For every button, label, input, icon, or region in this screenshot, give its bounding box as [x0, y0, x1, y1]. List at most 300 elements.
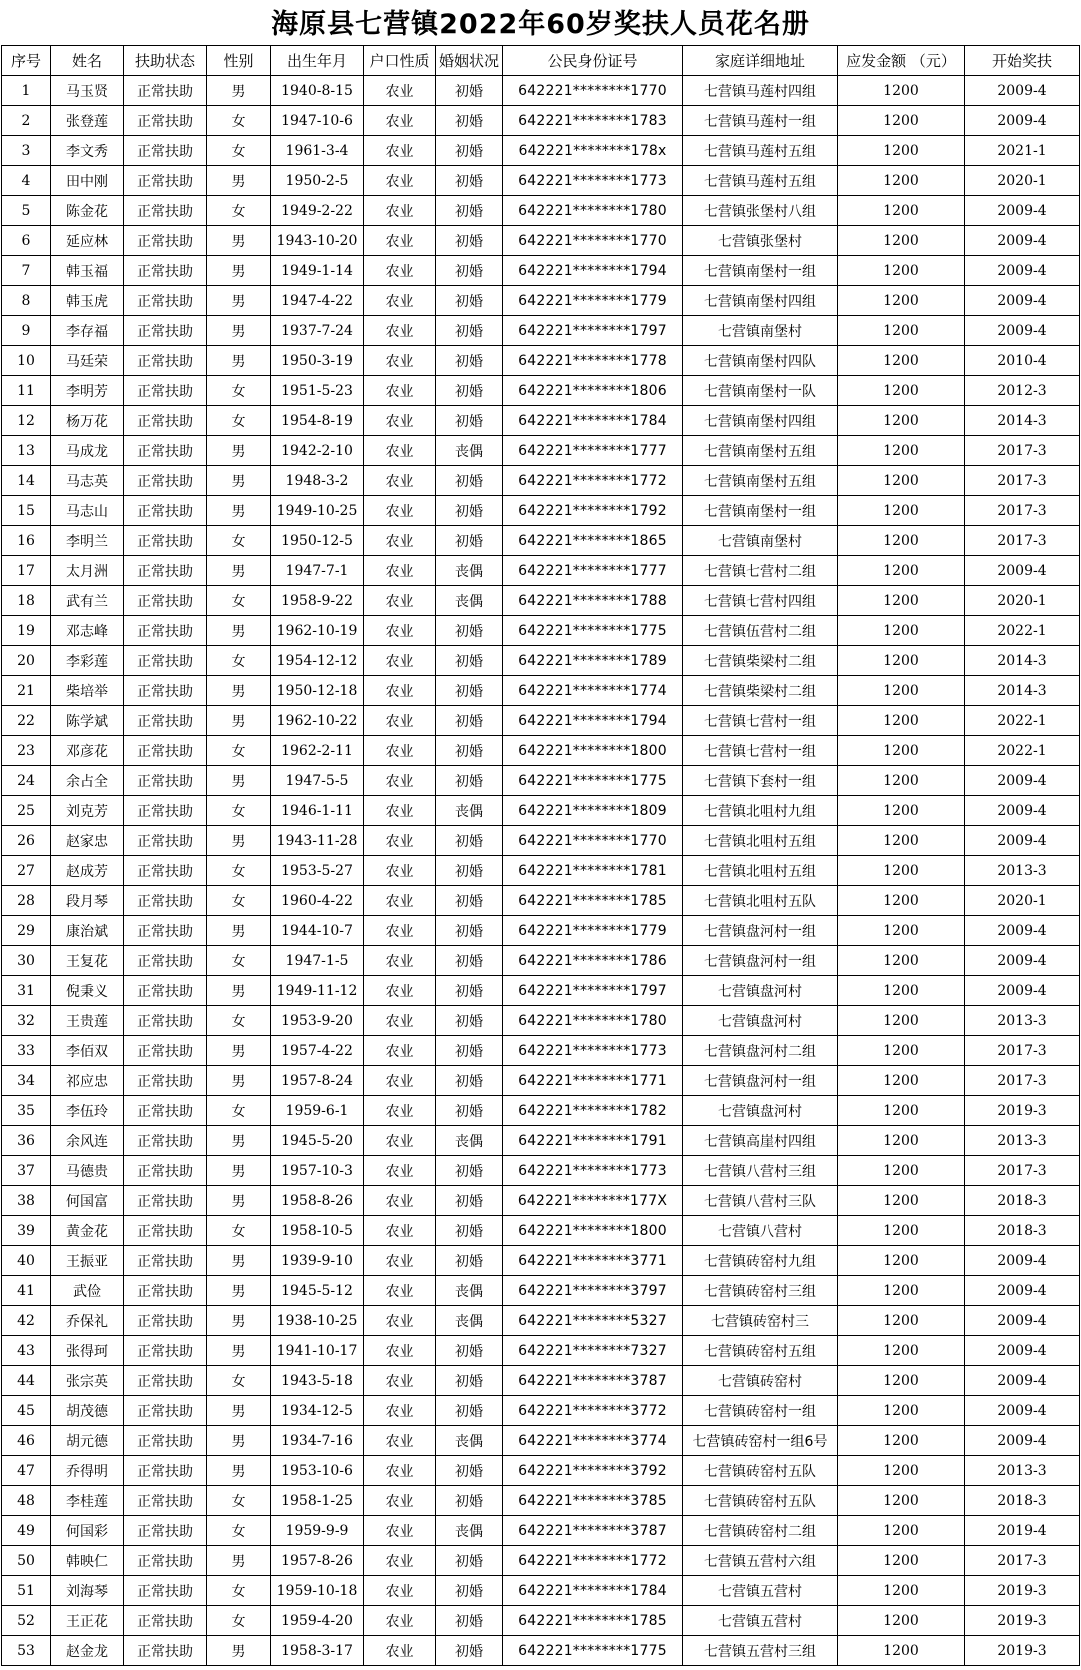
cell-status: 正常扶助: [124, 1606, 207, 1636]
cell-birth: 1947-1-5: [271, 946, 364, 976]
cell-status: 正常扶助: [124, 1126, 207, 1156]
cell-status: 正常扶助: [124, 196, 207, 226]
cell-start: 2014-3: [965, 646, 1080, 676]
cell-start: 2019-3: [965, 1096, 1080, 1126]
cell-hukou: 农业: [364, 1276, 436, 1306]
cell-id: 642221********1783: [503, 106, 683, 136]
table-row: [2, 586, 1080, 616]
cell-amount: 1200: [838, 946, 965, 976]
cell-hukou: 农业: [364, 1366, 436, 1396]
header-no: 序号: [2, 46, 51, 76]
cell-marriage: 初婚: [436, 316, 503, 346]
cell-marriage: 初婚: [436, 1336, 503, 1366]
cell-marriage: 初婚: [436, 1366, 503, 1396]
cell-hukou: 农业: [364, 76, 436, 106]
cell-marriage: 初婚: [436, 346, 503, 376]
cell-hukou: 农业: [364, 946, 436, 976]
cell-marriage: 初婚: [436, 1186, 503, 1216]
cell-name: 李明芳: [51, 376, 124, 406]
cell-hukou: 农业: [364, 526, 436, 556]
cell-start: 2020-1: [965, 886, 1080, 916]
cell-id: 642221********1797: [503, 316, 683, 346]
cell-gender: 女: [207, 1486, 271, 1516]
cell-amount: 1200: [838, 1486, 965, 1516]
cell-start: 2009-4: [965, 316, 1080, 346]
cell-no: 24: [2, 766, 51, 796]
cell-start: 2013-3: [965, 1456, 1080, 1486]
cell-no: 41: [2, 1276, 51, 1306]
cell-name: 马德贵: [51, 1156, 124, 1186]
cell-gender: 男: [207, 1636, 271, 1666]
cell-id: 642221********1800: [503, 1216, 683, 1246]
cell-amount: 1200: [838, 346, 965, 376]
cell-id: 642221********1771: [503, 1066, 683, 1096]
cell-id: 642221********1781: [503, 856, 683, 886]
cell-address: 七营镇盘河村: [683, 976, 838, 1006]
cell-id: 642221********3771: [503, 1246, 683, 1276]
cell-hukou: 农业: [364, 256, 436, 286]
cell-amount: 1200: [838, 1156, 965, 1186]
roster-body: [2, 76, 1080, 1666]
cell-id: 642221********1777: [503, 436, 683, 466]
cell-gender: 女: [207, 1606, 271, 1636]
cell-marriage: 初婚: [436, 1546, 503, 1576]
cell-birth: 1957-10-3: [271, 1156, 364, 1186]
cell-status: 正常扶助: [124, 976, 207, 1006]
cell-birth: 1937-7-24: [271, 316, 364, 346]
cell-amount: 1200: [838, 1606, 965, 1636]
cell-hukou: 农业: [364, 856, 436, 886]
table-row: [2, 1036, 1080, 1066]
cell-status: 正常扶助: [124, 1156, 207, 1186]
cell-no: 18: [2, 586, 51, 616]
cell-gender: 女: [207, 856, 271, 886]
cell-name: 张得珂: [51, 1336, 124, 1366]
cell-start: 2022-1: [965, 736, 1080, 766]
cell-amount: 1200: [838, 1096, 965, 1126]
cell-amount: 1200: [838, 1396, 965, 1426]
cell-no: 14: [2, 466, 51, 496]
cell-address: 七营镇南堡村四组: [683, 286, 838, 316]
cell-birth: 1950-3-19: [271, 346, 364, 376]
cell-hukou: 农业: [364, 976, 436, 1006]
cell-start: 2019-3: [965, 1636, 1080, 1666]
cell-name: 马志山: [51, 496, 124, 526]
cell-marriage: 初婚: [436, 166, 503, 196]
cell-name: 胡茂德: [51, 1396, 124, 1426]
cell-start: 2009-4: [965, 826, 1080, 856]
cell-marriage: 丧偶: [436, 1126, 503, 1156]
cell-address: 七营镇砖窑村一组6号: [683, 1426, 838, 1456]
cell-marriage: 初婚: [436, 1096, 503, 1126]
cell-id: 642221********1780: [503, 196, 683, 226]
cell-no: 37: [2, 1156, 51, 1186]
cell-id: 642221********1775: [503, 766, 683, 796]
cell-address: 七营镇南堡村一组: [683, 256, 838, 286]
cell-gender: 男: [207, 256, 271, 286]
cell-gender: 男: [207, 766, 271, 796]
cell-start: 2009-4: [965, 286, 1080, 316]
cell-name: 陈金花: [51, 196, 124, 226]
cell-start: 2013-3: [965, 1006, 1080, 1036]
cell-start: 2017-3: [965, 1066, 1080, 1096]
cell-address: 七营镇砖窑村五队: [683, 1486, 838, 1516]
cell-no: 19: [2, 616, 51, 646]
cell-start: 2013-3: [965, 856, 1080, 886]
cell-gender: 男: [207, 466, 271, 496]
cell-no: 20: [2, 646, 51, 676]
cell-birth: 1947-7-1: [271, 556, 364, 586]
cell-marriage: 初婚: [436, 106, 503, 136]
cell-no: 45: [2, 1396, 51, 1426]
cell-birth: 1957-8-26: [271, 1546, 364, 1576]
table-row: [2, 856, 1080, 886]
cell-gender: 男: [207, 676, 271, 706]
cell-name: 马廷荣: [51, 346, 124, 376]
cell-gender: 男: [207, 1306, 271, 1336]
cell-start: 2018-3: [965, 1216, 1080, 1246]
cell-name: 王贵莲: [51, 1006, 124, 1036]
cell-name: 李佰双: [51, 1036, 124, 1066]
cell-start: 2022-1: [965, 706, 1080, 736]
cell-status: 正常扶助: [124, 136, 207, 166]
cell-start: 2017-3: [965, 496, 1080, 526]
cell-hukou: 农业: [364, 1186, 436, 1216]
cell-address: 七营镇南堡村一队: [683, 376, 838, 406]
cell-address: 七营镇五营村: [683, 1606, 838, 1636]
cell-amount: 1200: [838, 826, 965, 856]
cell-address: 七营镇八营村三组: [683, 1156, 838, 1186]
cell-amount: 1200: [838, 406, 965, 436]
cell-marriage: 初婚: [436, 1456, 503, 1486]
cell-start: 2009-4: [965, 106, 1080, 136]
cell-start: 2009-4: [965, 976, 1080, 1006]
cell-amount: 1200: [838, 496, 965, 526]
cell-name: 乔得明: [51, 1456, 124, 1486]
cell-amount: 1200: [838, 1186, 965, 1216]
cell-status: 正常扶助: [124, 1516, 207, 1546]
table-row: [2, 196, 1080, 226]
cell-amount: 1200: [838, 796, 965, 826]
cell-name: 刘克芳: [51, 796, 124, 826]
cell-address: 七营镇盘河村二组: [683, 1036, 838, 1066]
cell-no: 34: [2, 1066, 51, 1096]
cell-marriage: 初婚: [436, 1246, 503, 1276]
cell-name: 李伍玲: [51, 1096, 124, 1126]
header-row: [2, 46, 1080, 76]
header-name: 姓名: [51, 46, 124, 76]
header-birth: 出生年月: [271, 46, 364, 76]
cell-address: 七营镇七营村一组: [683, 706, 838, 736]
cell-hukou: 农业: [364, 586, 436, 616]
cell-start: 2009-4: [965, 946, 1080, 976]
header-marriage: 婚姻状况: [436, 46, 503, 76]
cell-no: 1: [2, 76, 51, 106]
cell-no: 30: [2, 946, 51, 976]
cell-gender: 女: [207, 886, 271, 916]
cell-amount: 1200: [838, 196, 965, 226]
cell-gender: 女: [207, 796, 271, 826]
cell-start: 2014-3: [965, 676, 1080, 706]
cell-hukou: 农业: [364, 196, 436, 226]
cell-gender: 男: [207, 1036, 271, 1066]
cell-status: 正常扶助: [124, 1276, 207, 1306]
cell-marriage: 初婚: [436, 1606, 503, 1636]
table-row: [2, 466, 1080, 496]
table-row: [2, 526, 1080, 556]
cell-marriage: 初婚: [436, 976, 503, 1006]
cell-no: 31: [2, 976, 51, 1006]
cell-birth: 1947-10-6: [271, 106, 364, 136]
cell-birth: 1943-10-20: [271, 226, 364, 256]
cell-birth: 1954-12-12: [271, 646, 364, 676]
cell-id: 642221********1809: [503, 796, 683, 826]
cell-birth: 1959-6-1: [271, 1096, 364, 1126]
cell-id: 642221********1770: [503, 226, 683, 256]
cell-gender: 女: [207, 586, 271, 616]
cell-address: 七营镇砖窑村一组: [683, 1396, 838, 1426]
cell-amount: 1200: [838, 766, 965, 796]
cell-amount: 1200: [838, 586, 965, 616]
cell-gender: 男: [207, 286, 271, 316]
cell-birth: 1941-10-17: [271, 1336, 364, 1366]
cell-hukou: 农业: [364, 286, 436, 316]
table-row: [2, 226, 1080, 256]
cell-hukou: 农业: [364, 1246, 436, 1276]
cell-address: 七营镇南堡村: [683, 526, 838, 556]
table-row: [2, 166, 1080, 196]
cell-marriage: 丧偶: [436, 556, 503, 586]
cell-status: 正常扶助: [124, 916, 207, 946]
cell-address: 七营镇下套村一组: [683, 766, 838, 796]
cell-no: 51: [2, 1576, 51, 1606]
cell-gender: 男: [207, 1246, 271, 1276]
cell-address: 七营镇五营村: [683, 1576, 838, 1606]
cell-start: 2012-3: [965, 376, 1080, 406]
cell-id: 642221********1786: [503, 946, 683, 976]
cell-gender: 男: [207, 976, 271, 1006]
cell-name: 李彩莲: [51, 646, 124, 676]
cell-address: 七营镇南堡村四组: [683, 406, 838, 436]
document-title: 海原县七营镇2022年60岁奖扶人员花名册: [271, 9, 810, 40]
cell-amount: 1200: [838, 256, 965, 286]
cell-start: 2017-3: [965, 1156, 1080, 1186]
cell-name: 武俭: [51, 1276, 124, 1306]
cell-name: 太月洲: [51, 556, 124, 586]
cell-hukou: 农业: [364, 1576, 436, 1606]
cell-name: 刘海琴: [51, 1576, 124, 1606]
cell-amount: 1200: [838, 1246, 965, 1276]
cell-start: 2022-1: [965, 616, 1080, 646]
cell-id: 642221********1780: [503, 1006, 683, 1036]
cell-gender: 男: [207, 1456, 271, 1486]
cell-address: 七营镇砖窑村五组: [683, 1336, 838, 1366]
cell-start: 2013-3: [965, 1126, 1080, 1156]
cell-hukou: 农业: [364, 826, 436, 856]
cell-name: 乔保礼: [51, 1306, 124, 1336]
cell-hukou: 农业: [364, 496, 436, 526]
cell-id: 642221********1865: [503, 526, 683, 556]
cell-gender: 女: [207, 736, 271, 766]
cell-name: 陈学斌: [51, 706, 124, 736]
cell-hukou: 农业: [364, 646, 436, 676]
cell-birth: 1949-1-14: [271, 256, 364, 286]
cell-no: 11: [2, 376, 51, 406]
cell-gender: 女: [207, 1006, 271, 1036]
table-row: [2, 556, 1080, 586]
cell-marriage: 丧偶: [436, 436, 503, 466]
cell-address: 七营镇伍营村二组: [683, 616, 838, 646]
cell-address: 七营镇盘河村一组: [683, 1066, 838, 1096]
cell-birth: 1946-1-11: [271, 796, 364, 826]
table-row: [2, 1276, 1080, 1306]
cell-name: 韩映仁: [51, 1546, 124, 1576]
cell-gender: 女: [207, 1366, 271, 1396]
cell-hukou: 农业: [364, 1516, 436, 1546]
cell-amount: 1200: [838, 1366, 965, 1396]
cell-address: 七营镇五营村三组: [683, 1636, 838, 1666]
cell-start: 2018-3: [965, 1186, 1080, 1216]
cell-name: 李存福: [51, 316, 124, 346]
cell-status: 正常扶助: [124, 796, 207, 826]
cell-gender: 女: [207, 1516, 271, 1546]
cell-address: 七营镇盘河村一组: [683, 916, 838, 946]
table-row: [2, 136, 1080, 166]
cell-amount: 1200: [838, 976, 965, 1006]
cell-start: 2019-4: [965, 1516, 1080, 1546]
cell-id: 642221********177X: [503, 1186, 683, 1216]
cell-id: 642221********1770: [503, 826, 683, 856]
cell-marriage: 丧偶: [436, 1306, 503, 1336]
cell-no: 35: [2, 1096, 51, 1126]
table-row: [2, 406, 1080, 436]
cell-marriage: 初婚: [436, 1066, 503, 1096]
cell-id: 642221********1772: [503, 466, 683, 496]
cell-gender: 男: [207, 1336, 271, 1366]
cell-address: 七营镇南堡村五组: [683, 436, 838, 466]
cell-gender: 男: [207, 1546, 271, 1576]
cell-id: 642221********1785: [503, 886, 683, 916]
cell-status: 正常扶助: [124, 496, 207, 526]
cell-start: 2017-3: [965, 1036, 1080, 1066]
cell-name: 段月琴: [51, 886, 124, 916]
cell-hukou: 农业: [364, 916, 436, 946]
header-id: 公民身份证号: [503, 46, 683, 76]
cell-hukou: 农业: [364, 1306, 436, 1336]
cell-status: 正常扶助: [124, 736, 207, 766]
cell-no: 5: [2, 196, 51, 226]
cell-birth: 1958-1-25: [271, 1486, 364, 1516]
cell-marriage: 丧偶: [436, 1426, 503, 1456]
table-row: [2, 1516, 1080, 1546]
cell-gender: 男: [207, 1276, 271, 1306]
cell-hukou: 农业: [364, 706, 436, 736]
cell-start: 2009-4: [965, 1366, 1080, 1396]
cell-status: 正常扶助: [124, 1306, 207, 1336]
table-row: [2, 616, 1080, 646]
cell-no: 9: [2, 316, 51, 346]
cell-id: 642221********1779: [503, 286, 683, 316]
cell-name: 杨万花: [51, 406, 124, 436]
cell-no: 7: [2, 256, 51, 286]
cell-birth: 1949-10-25: [271, 496, 364, 526]
cell-marriage: 丧偶: [436, 1516, 503, 1546]
cell-marriage: 初婚: [436, 736, 503, 766]
cell-no: 49: [2, 1516, 51, 1546]
cell-hukou: 农业: [364, 556, 436, 586]
table-row: [2, 106, 1080, 136]
cell-start: 2009-4: [965, 1336, 1080, 1366]
cell-marriage: 初婚: [436, 526, 503, 556]
cell-birth: 1942-2-10: [271, 436, 364, 466]
cell-status: 正常扶助: [124, 1066, 207, 1096]
cell-gender: 女: [207, 376, 271, 406]
cell-status: 正常扶助: [124, 616, 207, 646]
cell-marriage: 初婚: [436, 406, 503, 436]
cell-marriage: 初婚: [436, 616, 503, 646]
cell-birth: 1947-4-22: [271, 286, 364, 316]
cell-start: 2009-4: [965, 76, 1080, 106]
cell-marriage: 初婚: [436, 256, 503, 286]
cell-gender: 女: [207, 646, 271, 676]
table-row: [2, 946, 1080, 976]
cell-address: 七营镇盘河村: [683, 1006, 838, 1036]
cell-id: 642221********1773: [503, 1036, 683, 1066]
cell-no: 53: [2, 1636, 51, 1666]
cell-amount: 1200: [838, 646, 965, 676]
cell-marriage: 初婚: [436, 1006, 503, 1036]
cell-birth: 1959-10-18: [271, 1576, 364, 1606]
cell-id: 642221********1778: [503, 346, 683, 376]
cell-birth: 1958-3-17: [271, 1636, 364, 1666]
cell-amount: 1200: [838, 1126, 965, 1156]
cell-start: 2009-4: [965, 796, 1080, 826]
cell-address: 七营镇砖窑村三组: [683, 1276, 838, 1306]
cell-address: 七营镇八营村: [683, 1216, 838, 1246]
cell-start: 2018-3: [965, 1486, 1080, 1516]
cell-gender: 男: [207, 226, 271, 256]
cell-no: 17: [2, 556, 51, 586]
cell-address: 七营镇北咀村五组: [683, 826, 838, 856]
cell-start: 2014-3: [965, 406, 1080, 436]
cell-id: 642221********5327: [503, 1306, 683, 1336]
cell-no: 46: [2, 1426, 51, 1456]
cell-birth: 1962-10-22: [271, 706, 364, 736]
cell-hukou: 农业: [364, 1006, 436, 1036]
cell-no: 33: [2, 1036, 51, 1066]
cell-address: 七营镇砖窑村五队: [683, 1456, 838, 1486]
cell-gender: 男: [207, 1426, 271, 1456]
cell-status: 正常扶助: [124, 1036, 207, 1066]
cell-address: 七营镇七营村二组: [683, 556, 838, 586]
cell-address: 七营镇南堡村四队: [683, 346, 838, 376]
table-row: [2, 1336, 1080, 1366]
cell-start: 2020-1: [965, 586, 1080, 616]
cell-status: 正常扶助: [124, 1336, 207, 1366]
cell-status: 正常扶助: [124, 886, 207, 916]
roster-table: [1, 45, 1080, 1666]
cell-gender: 男: [207, 316, 271, 346]
cell-birth: 1958-8-26: [271, 1186, 364, 1216]
cell-no: 29: [2, 916, 51, 946]
cell-id: 642221********1784: [503, 406, 683, 436]
cell-name: 倪秉义: [51, 976, 124, 1006]
cell-birth: 1954-8-19: [271, 406, 364, 436]
cell-birth: 1957-4-22: [271, 1036, 364, 1066]
table-row: [2, 1606, 1080, 1636]
header-hukou: 户口性质: [364, 46, 436, 76]
table-row: [2, 1006, 1080, 1036]
